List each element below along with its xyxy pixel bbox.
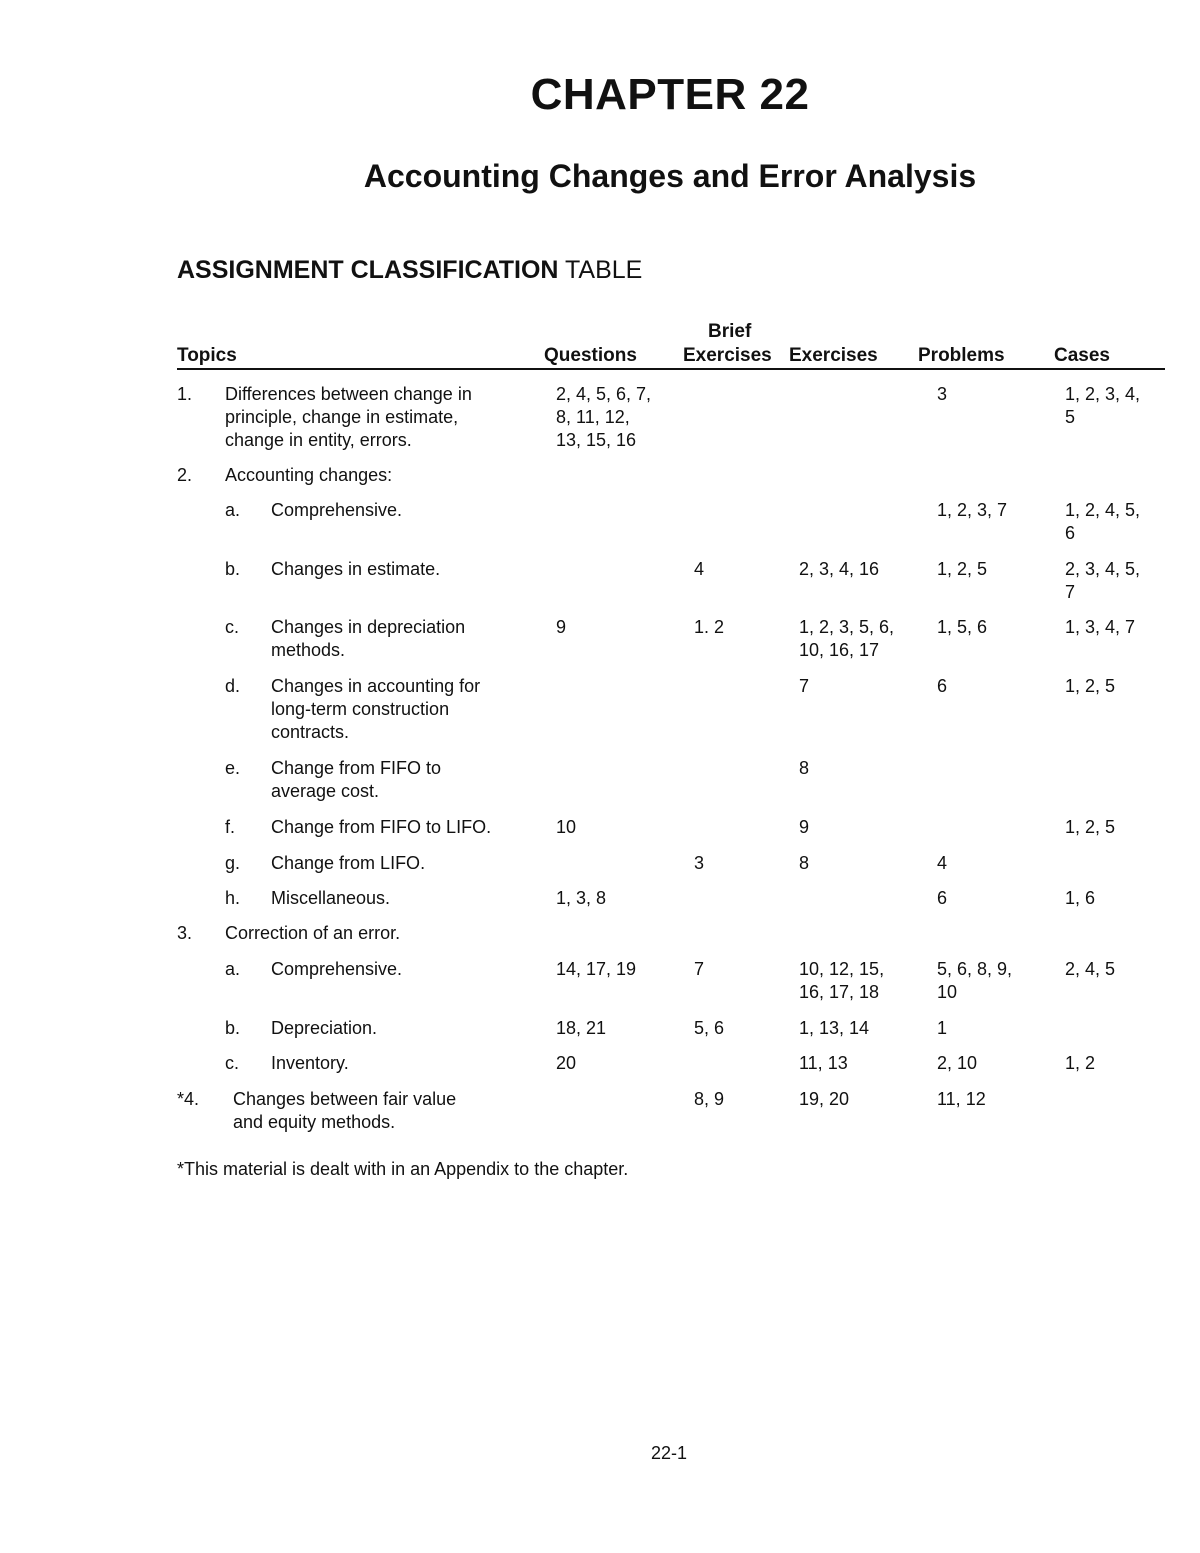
chapter-subtitle: Accounting Changes and Error Analysis: [363, 158, 977, 194]
row-number: b.: [225, 1018, 241, 1038]
row-topic: Changes in depreciation methods.: [271, 617, 466, 660]
row-topic: Accounting changes:: [225, 465, 393, 485]
row-topic: Changes in estimate.: [271, 559, 441, 579]
row-cases: 1, 2, 3, 4, 5: [1065, 384, 1141, 427]
row-exercises: 2, 3, 4, 16: [799, 559, 880, 579]
row-topic: Change from LIFO.: [271, 853, 426, 873]
row-cases: 1, 2, 4, 5, 6: [1065, 500, 1141, 543]
row-exercises: 7: [799, 676, 810, 696]
header-exercises: Exercises: [789, 345, 878, 366]
row-number: f.: [225, 817, 236, 837]
section-title: [177, 256, 642, 285]
row-number: *4.: [177, 1089, 200, 1109]
section-title-bold: ASSIGNMENT CLASSIFICATION: [177, 256, 559, 284]
header-rule: [177, 368, 1165, 370]
header-cases: Cases: [1054, 345, 1110, 366]
row-number: a.: [225, 500, 241, 520]
row-number: c.: [225, 617, 240, 637]
row-cases: 1, 3, 4, 7: [1065, 617, 1136, 637]
row-topic: Changes between fair value and equity methods.: [233, 1089, 457, 1132]
row-questions: 9: [556, 617, 567, 637]
row-questions: 14, 17, 19: [556, 959, 637, 979]
row-topic: Change from FIFO to average cost.: [271, 758, 442, 801]
row-number: g.: [225, 853, 241, 873]
row-brief-exercises: 7: [694, 959, 705, 979]
header-questions: Questions: [544, 345, 637, 366]
row-number: b.: [225, 559, 241, 579]
row-cases: 2, 4, 5: [1065, 959, 1116, 979]
footnote: *This material is dealt with in an Appendix to the chapter.: [177, 1159, 629, 1179]
row-brief-exercises: 5, 6: [694, 1018, 725, 1038]
row-problems: 1, 2, 5: [937, 559, 988, 579]
row-topic: Comprehensive.: [271, 500, 403, 520]
row-number: 2.: [177, 465, 193, 485]
row-number: h.: [225, 888, 241, 908]
row-questions: 18, 21: [556, 1018, 607, 1038]
row-questions: 10: [556, 817, 577, 837]
header-brief: Brief: [708, 321, 752, 342]
row-problems: 1, 2, 3, 7: [937, 500, 1008, 520]
row-problems: 3: [937, 384, 948, 404]
chapter-heading: CHAPTER 22: [530, 70, 810, 119]
row-cases: 1, 6: [1065, 888, 1096, 908]
row-number: 3.: [177, 923, 193, 943]
row-problems: 11, 12: [937, 1089, 986, 1109]
row-problems: 1, 5, 6: [937, 617, 988, 637]
row-questions: 2, 4, 5, 6, 7, 8, 11, 12, 13, 15, 16: [556, 384, 652, 450]
row-cases: 1, 2, 5: [1065, 676, 1116, 696]
row-problems: 6: [937, 888, 948, 908]
row-cases: 1, 2, 5: [1065, 817, 1116, 837]
row-brief-exercises: 8, 9: [694, 1089, 725, 1109]
row-exercises: 8: [799, 853, 810, 873]
row-topic: Change from FIFO to LIFO.: [271, 817, 492, 837]
row-brief-exercises: 4: [694, 559, 705, 579]
row-exercises: 11, 13: [799, 1053, 848, 1073]
row-topic: Comprehensive.: [271, 959, 403, 979]
section-title-rest: TABLE: [558, 256, 643, 284]
row-cases: 1, 2: [1065, 1053, 1096, 1073]
row-problems: 6: [937, 676, 948, 696]
header-topics: Topics: [177, 345, 237, 366]
row-number: d.: [225, 676, 241, 696]
row-topic: Miscellaneous.: [271, 888, 391, 908]
row-exercises: 1, 2, 3, 5, 6, 10, 16, 17: [799, 617, 895, 660]
row-exercises: 19, 20: [799, 1089, 850, 1109]
row-exercises: 10, 12, 15, 16, 17, 18: [799, 959, 885, 1002]
row-number: c.: [225, 1053, 240, 1073]
row-topic: Changes in accounting for long-term construction contracts.: [271, 676, 481, 742]
row-problems: 4: [937, 853, 948, 873]
row-number: 1.: [177, 384, 193, 404]
row-exercises: 8: [799, 758, 810, 778]
row-number: a.: [225, 959, 241, 979]
row-cases: 2, 3, 4, 5, 7: [1065, 559, 1141, 602]
header-problems: Problems: [918, 345, 1005, 366]
row-problems: 1: [937, 1018, 948, 1038]
row-topic: Inventory.: [271, 1053, 349, 1073]
row-topic: Correction of an error.: [225, 923, 401, 943]
row-number: e.: [225, 758, 241, 778]
header-brief-exercises: Exercises: [683, 345, 772, 366]
row-topic: Depreciation.: [271, 1018, 378, 1038]
row-questions: 20: [556, 1053, 577, 1073]
row-problems: 5, 6, 8, 9, 10: [937, 959, 1013, 1002]
row-brief-exercises: 3: [694, 853, 705, 873]
page-number: 22-1: [651, 1443, 688, 1463]
row-exercises: 9: [799, 817, 810, 837]
row-problems: 2, 10: [937, 1053, 978, 1073]
row-topic: Differences between change in principle, change in estimate, change in entity, errors.: [225, 384, 472, 450]
row-exercises: 1, 13, 14: [799, 1018, 870, 1038]
row-brief-exercises: 1. 2: [694, 617, 725, 637]
row-questions: 1, 3, 8: [556, 888, 607, 908]
